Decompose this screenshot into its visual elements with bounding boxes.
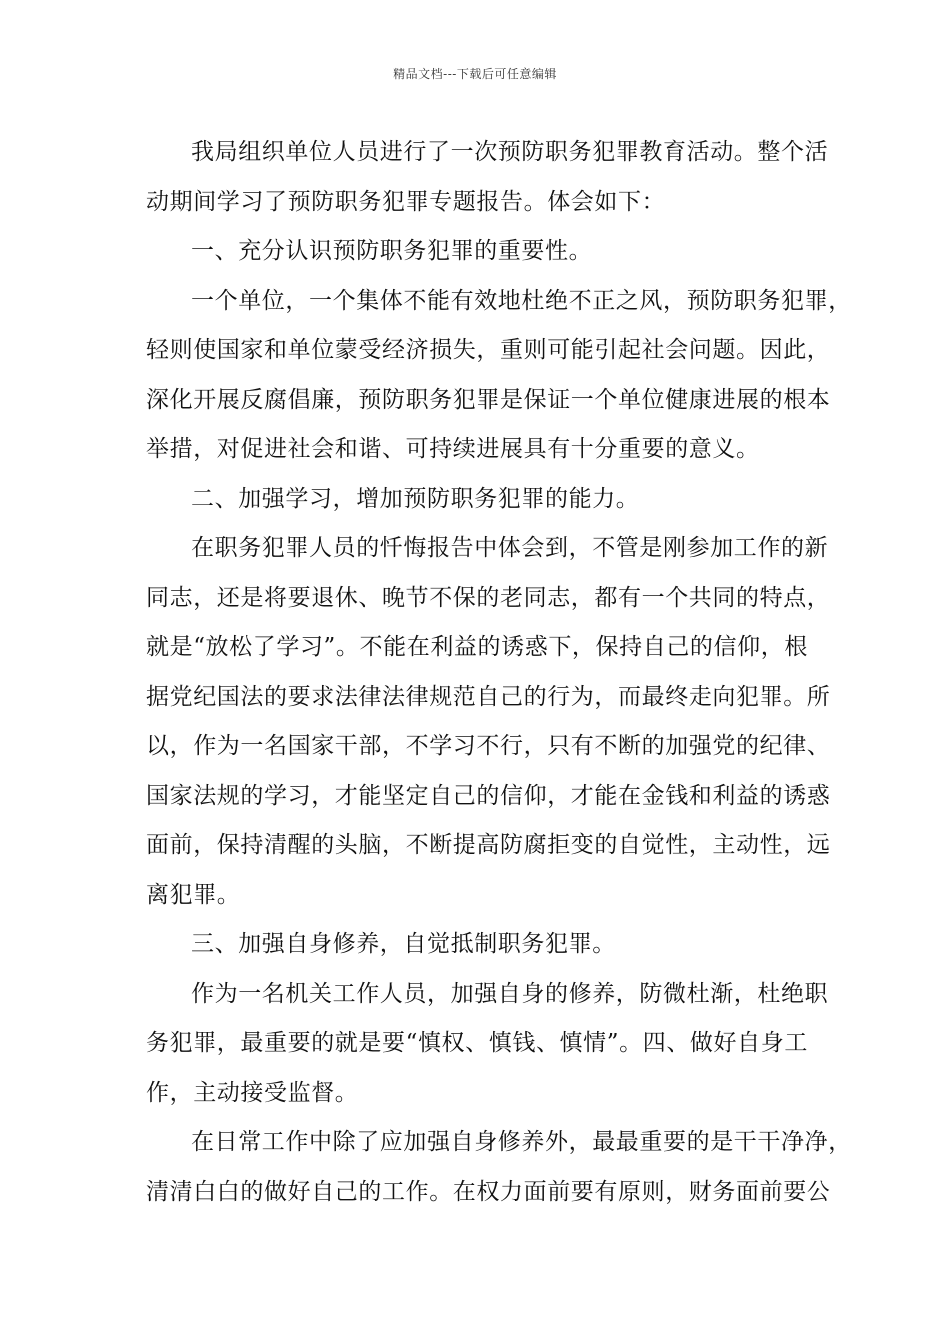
text-line: 同志，还是将要退休、晚节不保的老同志，都有一个共同的特点， bbox=[146, 584, 831, 611]
text-line: 据党纪国法的要求法律法律规范自己的行为，而最终走向犯罪。所 bbox=[146, 683, 831, 710]
text-line: 国家法规的学习，才能坚定自己的信仰，才能在金钱和利益的诱惑 bbox=[146, 782, 831, 809]
section-heading: 一、充分认识预防职务犯罪的重要性。 bbox=[191, 238, 593, 264]
text-line: 务犯罪，最重要的就是要“慎权、慎钱、慎情”。四、做好自身工 bbox=[146, 1030, 808, 1056]
text-line: 在日常工作中除了应加强自身修养外，最最重要的是干干净净， bbox=[191, 1129, 852, 1155]
text-line: 面前，保持清醒的头脑，不断提高防腐拒变的自觉性，主动性，远 bbox=[146, 832, 831, 858]
section-heading: 三、加强自身修养，自觉抵制职务犯罪。 bbox=[191, 931, 616, 957]
text-line: 动期间学习了预防职务犯罪专题报告。体会如下： bbox=[146, 188, 666, 215]
text-line: 就是“放松了学习”。不能在利益的诱惑下，保持自己的信仰，根 bbox=[146, 634, 808, 660]
text-line: 以，作为一名国家干部，不学习不行，只有不断的加强党的纪律、 bbox=[146, 733, 831, 759]
text-line: 在职务犯罪人员的忏悔报告中体会到，不管是刚参加工作的新 bbox=[191, 535, 829, 561]
section-heading: 二、加强学习，增加预防职务犯罪的能力。 bbox=[191, 485, 640, 512]
text-line: 举措，对促进社会和谐、可持续进展具有十分重要的意义。 bbox=[146, 436, 760, 462]
document-body bbox=[146, 128, 852, 1217]
text-line: 深化开展反腐倡廉，预防职务犯罪是保证一个单位健康进展的根本 bbox=[146, 386, 831, 413]
text-line: 离犯罪。 bbox=[146, 881, 241, 908]
text-line: 轻则使国家和单位蒙受经济损失，重则可能引起社会问题。因此， bbox=[146, 337, 831, 363]
text-line: 一个单位，一个集体不能有效地杜绝不正之风，预防职务犯罪， bbox=[191, 287, 852, 314]
text-line: 我局组织单位人员进行了一次预防职务犯罪教育活动。整个活 bbox=[191, 139, 829, 165]
text-line: 清清白白的做好自己的工作。在权力面前要有原则，财务面前要公 bbox=[146, 1178, 831, 1205]
text-line: 作为一名机关工作人员，加强自身的修养，防微杜渐，杜绝职 bbox=[191, 980, 829, 1007]
text-line: 作，主动接受监督。 bbox=[146, 1079, 359, 1106]
page-header: 精品文档---下载后可任意编辑 bbox=[393, 67, 557, 81]
